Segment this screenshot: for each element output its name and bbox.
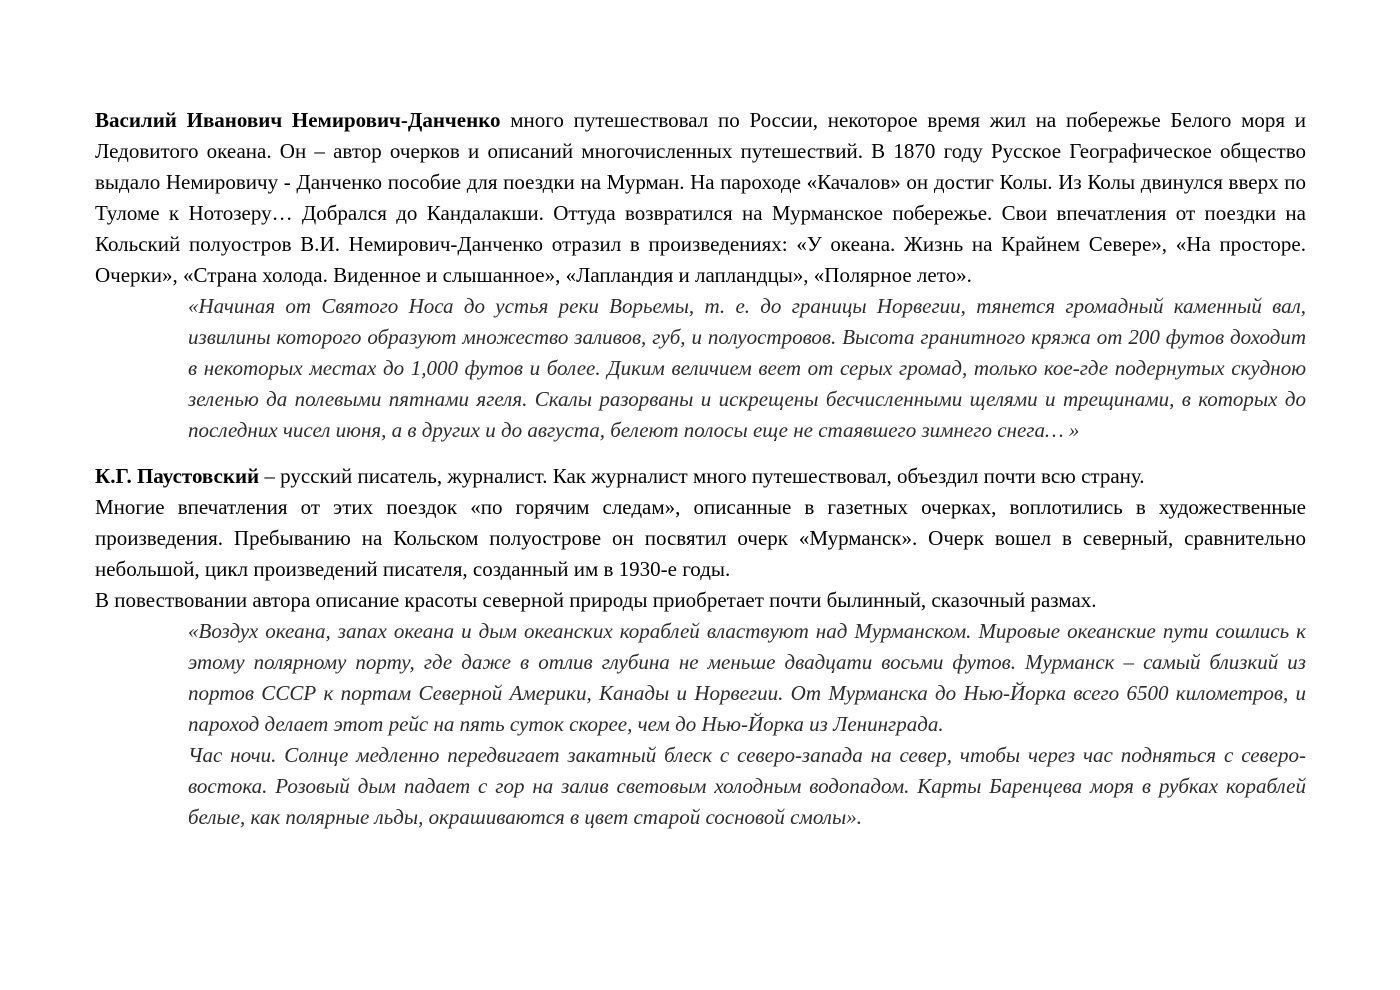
paustovsky-quote-2: Час ночи. Солнце медленно передвигает закатный блеск с северо-запада на север, чтобы через час подняться с северо-востока. Розовый дым падает с гор на залив световым холодным водопадом. Карты Баренцева моря в рубках кораблей белые, как полярные льды, окрашиваются в цвет старой сосновой смолы». [188, 743, 1306, 829]
paragraph-text: много путешествовал по России, некоторое время жил на побережье Белого моря и Ледовитого океана. Он – автор очерков и описаний многочисленных путешествий. В 1870 году Русское Географическое общество выдало Немировичу - Данченко пособие для поездки на Мурман. На пароходе «Качалов» он достиг Колы. Из Колы двинулся вверх по Туломе к Нотозеру… Добрался до Кандалакши. Оттуда возвратился на Мурманское побережье. Свои впечатления от поездки на Кольский полуостров В.И. Немирович-Данченко отразил в произведениях: «У океана. Жизнь на Крайнем Севере», «На просторе. Очерки», «Страна холода. Виденное и слышанное», «Лапландия и лапландцы», «Полярное лето». [95, 108, 1306, 287]
nemirovich-paragraph [95, 105, 1306, 291]
section-gap [95, 446, 1306, 461]
paragraph-text: – русский писатель, журналист. Как журналист много путешествовал, объездил почти всю страну. [259, 464, 1145, 488]
paustovsky-intro [95, 461, 1306, 492]
document-body [95, 105, 1306, 833]
author-name: К.Г. Паустовский [95, 464, 260, 488]
paustovsky-paragraph-3: В повествовании автора описание красоты северной природы приобретает почти былинный, сказочный размах. [95, 588, 1097, 612]
nemirovich-quote: «Начиная от Святого Носа до устья реки Ворьемы, т. е. до границы Норвегии, тянется громадный каменный вал, извилины которого образуют множество заливов, губ, и полуостровов. Высота гранитного кряжа от 200 футов доходит в некоторых местах до 1,000 футов и более. Диким величием веет от серых громад, только кое-где подернутых скудною зеленью да полевыми пятнами ягеля. Скалы разорваны и искрещены бесчисленными щелями и трещинами, в которых до последних чисел июня, а в других и до августа, белеют полосы еще не стаявшего зимнего снега… » [188, 294, 1306, 442]
paustovsky-paragraph-2: Многие впечатления от этих поездок «по горячим следам», описанные в газетных очерках, воплотились в художественные произведения. Пребыванию на Кольском полуострове он посвятил очерк «Мурманск». Очерк вошел в северный, сравнительно небольшой, цикл произведений писателя, созданный им в 1930-е годы. [95, 495, 1306, 581]
paustovsky-quote-1: «Воздух океана, запах океана и дым океанских кораблей властвуют над Мурманском. Мировые океанские пути сошлись к этому полярному порту, где даже в отлив глубина не меньше двадцати восьми футов. Мурманск – самый близкий из портов СССР к портам Северной Америки, Канады и Норвегии. От Мурманска до Нью-Йорка всего 6500 километров, и пароход делает этот рейс на пять суток скорее, чем до Нью-Йорка из Ленинграда. [188, 619, 1306, 736]
author-name: Василий Иванович Немирович-Данченко [95, 108, 501, 132]
